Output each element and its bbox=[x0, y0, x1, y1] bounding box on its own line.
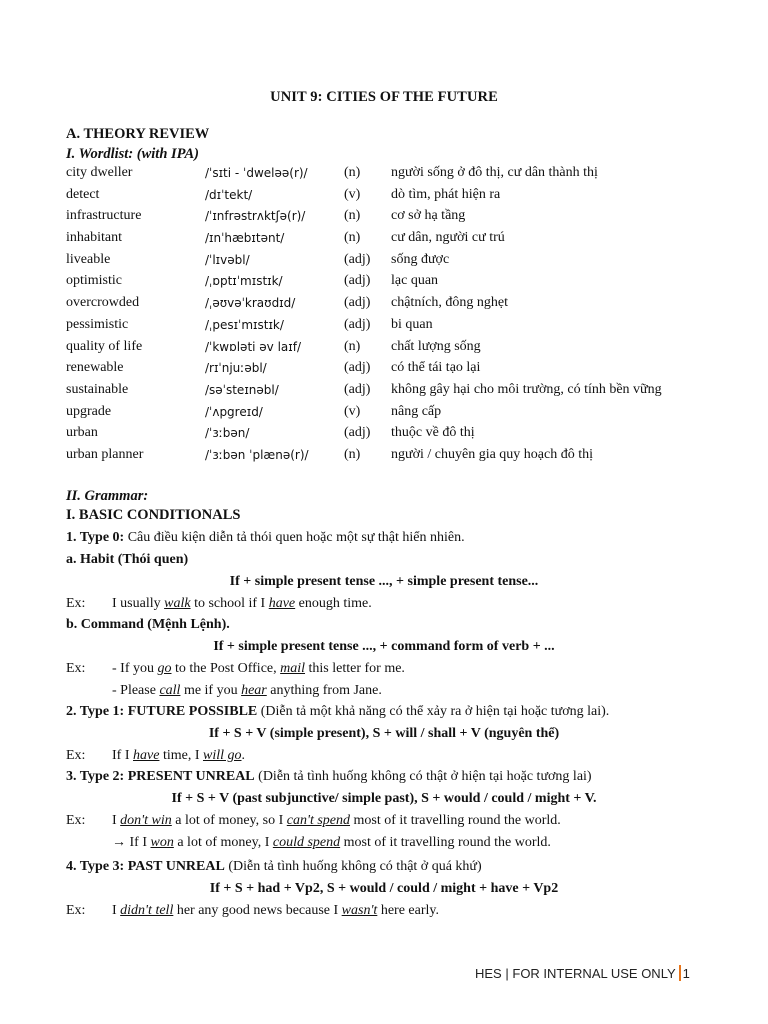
ex-type3 bbox=[112, 903, 439, 919]
example-verb: won bbox=[150, 835, 174, 850]
wordlist-pos: (adj) bbox=[344, 425, 371, 441]
type0-label: 1. Type 0: bbox=[66, 530, 125, 545]
command-label: b. Command (Mệnh Lệnh). bbox=[66, 617, 230, 632]
type3-label: 4. Type 3: PAST UNREAL bbox=[66, 859, 225, 874]
wordlist-meaning: sống được bbox=[391, 251, 450, 267]
page-title: UNIT 9: CITIES OF THE FUTURE bbox=[270, 89, 498, 105]
wordlist-word: quality of life bbox=[66, 338, 143, 354]
footer-org: HES bbox=[475, 966, 502, 981]
wordlist-meaning: có thể tái tạo lại bbox=[391, 360, 481, 376]
type2-desc: (Diễn tả tình huống không có thật ở hiện tại hoặc tương lai) bbox=[254, 769, 592, 784]
ex-type2-b bbox=[112, 835, 551, 851]
example-text: most of it travelling round the world. bbox=[350, 813, 561, 828]
wordlist-word: optimistic bbox=[66, 273, 122, 289]
wordlist-row bbox=[66, 425, 726, 447]
type2-label: 3. Type 2: PRESENT UNREAL bbox=[66, 769, 255, 784]
example-text: me if you bbox=[180, 683, 242, 698]
wordlist-pos: (adj) bbox=[344, 316, 371, 332]
wordlist-pos: (n) bbox=[344, 208, 361, 224]
wordlist-row bbox=[66, 165, 726, 187]
wordlist-ipa: /rɪˈnjuːəbl/ bbox=[205, 361, 267, 376]
example-text: I bbox=[112, 813, 121, 828]
example-text: her any good news because I bbox=[173, 903, 342, 918]
wordlist-meaning: thuộc về đô thị bbox=[391, 425, 475, 441]
example-text: anything from Jane. bbox=[266, 683, 382, 698]
wordlist-row bbox=[66, 187, 726, 209]
example-text: here early. bbox=[377, 903, 439, 918]
example-text: most of it travelling round the world. bbox=[340, 835, 551, 850]
wordlist-ipa: /səˈsteɪnəbl/ bbox=[205, 382, 279, 397]
wordlist-pos: (n) bbox=[344, 165, 361, 180]
type3-line bbox=[66, 859, 482, 875]
habit-label: a. Habit (Thói quen) bbox=[66, 552, 189, 567]
ex-label: Ex: bbox=[66, 596, 86, 611]
example-verb: can't spend bbox=[286, 813, 351, 828]
example-text: a lot of money, I bbox=[173, 835, 273, 850]
command-formula: If + simple present tense ..., + command form of verb + ... bbox=[213, 639, 555, 654]
wordlist-meaning: không gây hại cho môi trường, có tính bền vững bbox=[391, 381, 662, 397]
example-text: . bbox=[241, 748, 245, 763]
theory-heading: A. THEORY REVIEW bbox=[66, 126, 210, 142]
example-text: enough time. bbox=[295, 596, 372, 611]
wordlist-word: urban bbox=[66, 425, 98, 441]
example-text: this letter for me. bbox=[305, 661, 405, 676]
wordlist-word: sustainable bbox=[66, 381, 129, 397]
type1-line bbox=[66, 704, 609, 720]
wordlist-pos: (adj) bbox=[344, 273, 371, 289]
wordlist-meaning: chất lượng sống bbox=[391, 338, 481, 354]
wordlist-row bbox=[66, 252, 726, 274]
type2-line bbox=[66, 769, 592, 785]
wordlist-ipa: /ˈkwɒləti əv laɪf/ bbox=[205, 339, 302, 354]
type1-desc: (Diễn tả một khả năng có thể xảy ra ở hiện tại hoặc tương lai). bbox=[257, 704, 610, 719]
grammar-heading: II. Grammar: bbox=[66, 488, 149, 504]
wordlist-word: infrastructure bbox=[66, 208, 142, 224]
example-text: If I bbox=[112, 748, 133, 763]
example-text: - Please bbox=[112, 683, 160, 698]
wordlist-pos: (adj) bbox=[344, 381, 371, 397]
type2-formula: If + S + V (past subjunctive/ simple past), S + would / could / might + V. bbox=[171, 791, 597, 806]
wordlist-row bbox=[66, 447, 726, 469]
wordlist-ipa: /dɪˈtekt/ bbox=[205, 187, 253, 202]
ex-label: Ex: bbox=[66, 661, 86, 676]
example-verb: hear bbox=[241, 683, 267, 698]
wordlist-word: liveable bbox=[66, 251, 111, 267]
wordlist-pos: (v) bbox=[344, 186, 361, 202]
example-verb: have bbox=[133, 748, 160, 763]
wordlist-meaning: người sống ở đô thị, cư dân thành thị bbox=[391, 165, 598, 180]
wordlist-word: urban planner bbox=[66, 446, 144, 462]
example-text: to school if I bbox=[190, 596, 269, 611]
wordlist-pos: (v) bbox=[344, 403, 361, 419]
wordlist-pos: (adj) bbox=[344, 295, 371, 311]
wordlist-row bbox=[66, 295, 726, 317]
example-verb: will go bbox=[202, 748, 242, 763]
example-verb: walk bbox=[164, 596, 191, 611]
example-verb: didn't tell bbox=[120, 903, 174, 918]
wordlist-word: city dweller bbox=[66, 165, 133, 180]
example-verb: have bbox=[268, 596, 296, 611]
wordlist-meaning: chậtních, đông nghẹt bbox=[391, 295, 509, 311]
wordlist-ipa: /ˈʌpgreɪd/ bbox=[205, 404, 263, 419]
ex-habit bbox=[112, 596, 372, 612]
wordlist-pos: (n) bbox=[344, 230, 361, 246]
wordlist-ipa: /ˈɪnfrəstrʌktʃə(r)/ bbox=[205, 209, 306, 224]
wordlist-pos: (n) bbox=[344, 446, 361, 462]
wordlist-meaning: cơ sở hạ tầng bbox=[391, 208, 466, 224]
footer-accent-bar bbox=[679, 965, 681, 981]
type3-desc: (Diễn tả tình huống không có thật ở quá khứ) bbox=[224, 859, 482, 874]
type1-formula: If + S + V (simple present), S + will / shall + V (nguyên thể) bbox=[208, 726, 560, 741]
wordlist-ipa: /ˈlɪvəbl/ bbox=[205, 252, 250, 267]
wordlist-meaning: người / chuyên gia quy hoạch đô thị bbox=[391, 446, 594, 462]
example-verb: don't win bbox=[120, 813, 172, 828]
wordlist-word: upgrade bbox=[66, 403, 112, 419]
wordlist-ipa: /ˌpesɪˈmɪstɪk/ bbox=[205, 317, 284, 332]
wordlist-pos: (n) bbox=[344, 338, 361, 354]
example-text: I usually bbox=[112, 596, 165, 611]
wordlist-meaning: bi quan bbox=[391, 316, 433, 332]
example-verb: mail bbox=[280, 661, 306, 676]
ex-command-2 bbox=[112, 683, 382, 699]
wordlist-row bbox=[66, 339, 726, 361]
wordlist-word: overcrowded bbox=[66, 295, 140, 311]
wordlist-meaning: dò tìm, phát hiện ra bbox=[391, 186, 501, 202]
example-text: → If I bbox=[112, 835, 151, 850]
wordlist-heading: I. Wordlist: (with IPA) bbox=[66, 146, 199, 162]
wordlist-ipa: /ˈɜːbən/ bbox=[205, 426, 250, 441]
example-text: time, I bbox=[159, 748, 203, 763]
example-verb: call bbox=[159, 683, 181, 698]
example-text: to the Post Office, bbox=[171, 661, 281, 676]
wordlist-word: pessimistic bbox=[66, 316, 129, 332]
ex-label: Ex: bbox=[66, 748, 86, 763]
ex-label: Ex: bbox=[66, 813, 86, 828]
habit-formula: If + simple present tense ..., + simple present tense... bbox=[229, 574, 539, 589]
wordlist-row bbox=[66, 382, 726, 404]
wordlist-row bbox=[66, 360, 726, 382]
ex-type2-a bbox=[112, 813, 561, 829]
conditionals-heading: I. BASIC CONDITIONALS bbox=[66, 507, 241, 523]
wordlist-ipa: /ˌəʊvəˈkraʊdɪd/ bbox=[205, 296, 296, 311]
wordlist-row bbox=[66, 273, 726, 295]
wordlist-meaning: nâng cấp bbox=[391, 403, 442, 419]
wordlist-table bbox=[66, 165, 726, 469]
type0-desc: Câu điều kiện diễn tả thói quen hoặc một sự thật hiển nhiên. bbox=[124, 530, 465, 545]
example-verb: could spend bbox=[272, 835, 341, 850]
type3-formula: If + S + had + Vp2, S + would / could / might + have + Vp2 bbox=[209, 881, 559, 896]
wordlist-ipa: /ˌɒptɪˈmɪstɪk/ bbox=[205, 274, 283, 289]
example-text: a lot of money, so I bbox=[171, 813, 287, 828]
wordlist-ipa: /ˈsɪti - ˈdweləə(r)/ bbox=[205, 166, 308, 180]
wordlist-ipa: /ɪnˈhæbɪtənt/ bbox=[205, 231, 285, 246]
example-text: I bbox=[112, 903, 121, 918]
ex-label: Ex: bbox=[66, 903, 86, 918]
wordlist-pos: (adj) bbox=[344, 360, 371, 376]
footer-note: FOR INTERNAL USE ONLY bbox=[512, 966, 676, 981]
wordlist-word: inhabitant bbox=[66, 230, 122, 246]
wordlist-row bbox=[66, 404, 726, 426]
ex-type1 bbox=[112, 748, 245, 764]
example-verb: go bbox=[157, 661, 172, 676]
example-verb: wasn't bbox=[341, 903, 378, 918]
page-footer bbox=[475, 965, 690, 981]
wordlist-row bbox=[66, 317, 726, 339]
wordlist-word: renewable bbox=[66, 360, 124, 376]
wordlist-row bbox=[66, 230, 726, 252]
type1-label: 2. Type 1: FUTURE POSSIBLE bbox=[66, 704, 258, 719]
wordlist-meaning: lạc quan bbox=[391, 273, 439, 289]
wordlist-meaning: cư dân, người cư trú bbox=[391, 230, 505, 246]
type0-line bbox=[66, 530, 465, 546]
ex-command-1 bbox=[112, 661, 405, 677]
wordlist-word: detect bbox=[66, 186, 100, 202]
wordlist-ipa: /ˈɜːbən ˈplænə(r)/ bbox=[205, 447, 309, 462]
footer-separator: | bbox=[505, 966, 509, 981]
page-number: 1 bbox=[682, 966, 690, 981]
example-text: - If you bbox=[112, 661, 158, 676]
wordlist-row bbox=[66, 208, 726, 230]
wordlist-pos: (adj) bbox=[344, 251, 371, 267]
